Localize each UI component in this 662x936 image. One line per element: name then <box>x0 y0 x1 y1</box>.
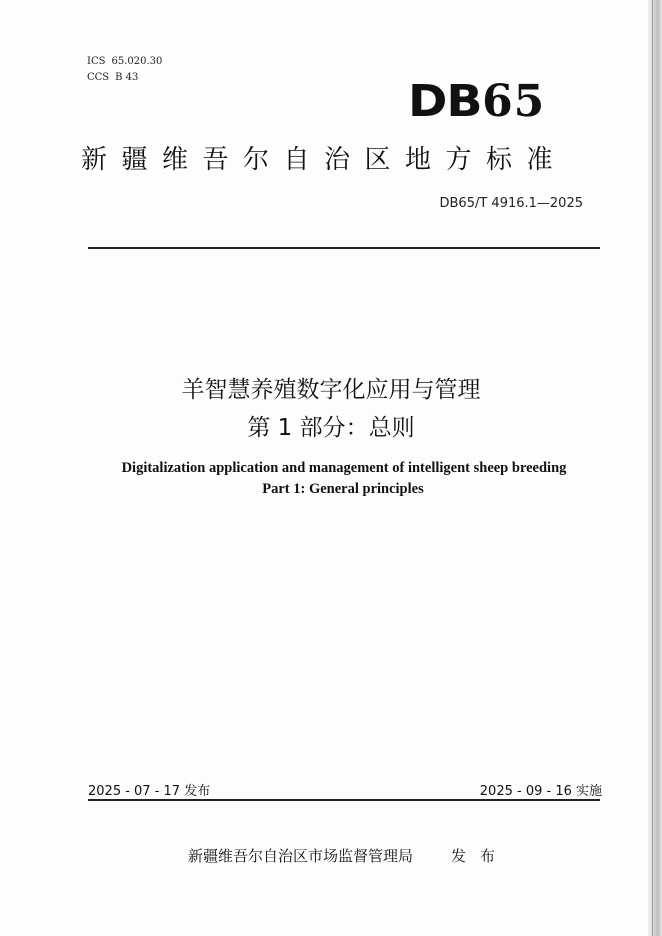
ics-code-row <box>87 54 162 70</box>
ics-value: 65.020.30 <box>111 56 163 67</box>
logo-number: 65 <box>482 76 546 127</box>
ccs-value: B 43 <box>115 72 139 83</box>
implementation-date: 2025 - 09 - 16 实施 <box>479 784 602 799</box>
publisher-name: 新疆维吾尔自治区市场监督管理局 <box>188 847 414 865</box>
db65-logo <box>408 78 545 126</box>
ccs-label: CCS <box>87 72 110 83</box>
title-cn-line2: 第 1 部分：总则 <box>247 415 415 441</box>
publisher-line <box>188 845 509 866</box>
title-en-line1: Digitalization application and management of intelligent sheep breeding <box>121 460 567 476</box>
header-divider <box>88 247 600 249</box>
ics-label: ICS <box>87 56 106 67</box>
footer-divider <box>88 799 600 801</box>
title-en-line2: Part 1: General principles <box>262 481 424 497</box>
ccs-code-row <box>87 70 162 86</box>
standard-number: DB65/T 4916.1—2025 <box>439 196 583 211</box>
publisher-verb: 发布 <box>451 847 510 865</box>
title-cn-line1: 羊智慧养殖数字化应用与管理 <box>181 377 481 403</box>
standard-type-heading: 新疆维吾尔自治区地方标准 <box>81 145 568 175</box>
logo-db-text: DB <box>408 76 482 127</box>
issue-date: 2025 - 07 - 17 发布 <box>88 784 211 799</box>
classification-codes <box>87 54 162 86</box>
